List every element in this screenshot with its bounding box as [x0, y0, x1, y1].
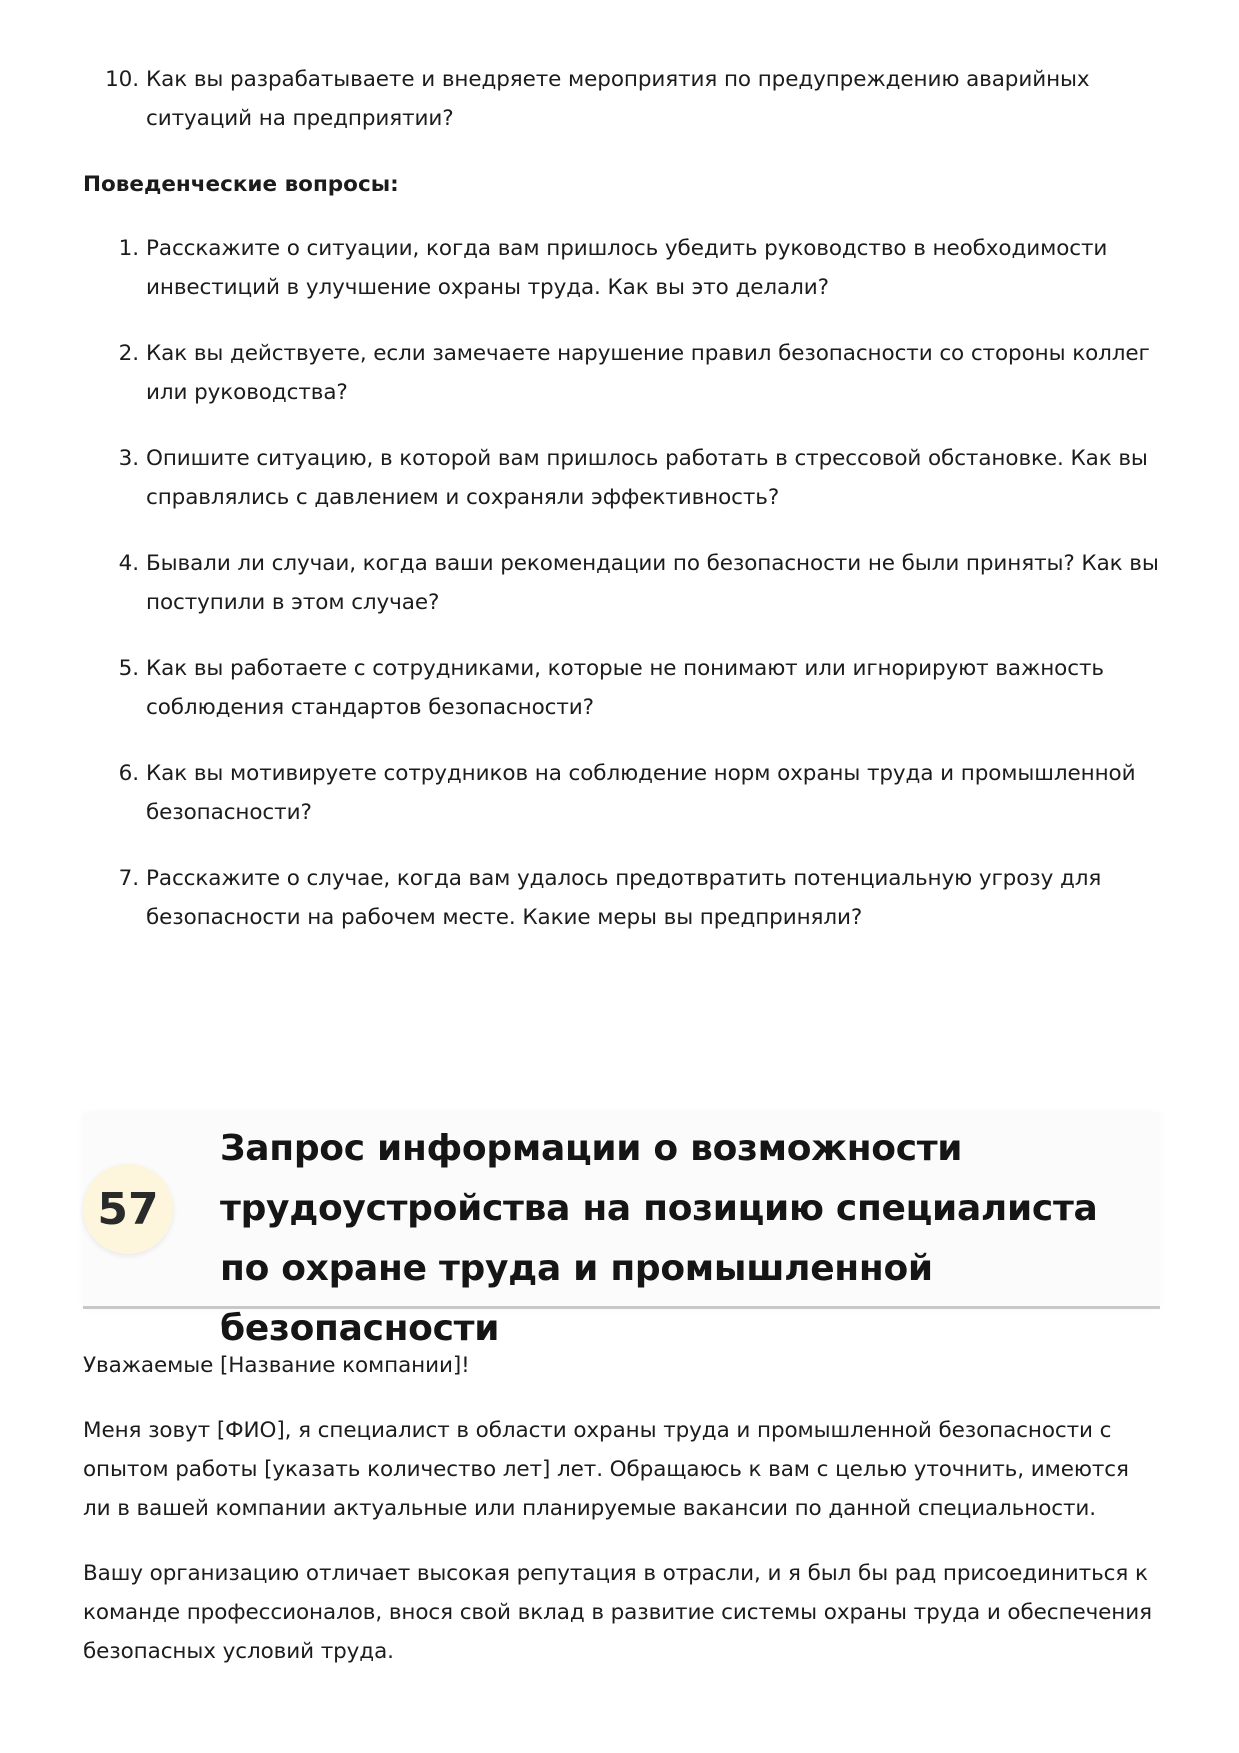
letter-greeting: Уважаемые [Название компании]!: [83, 1353, 470, 1378]
question-list-top: [83, 60, 1163, 138]
list-item-text: Как вы работаете с сотрудниками, которые не понимают или игнорируют важность соблюдения стандартов безопасности?: [146, 656, 1104, 720]
list-item: [83, 859, 1163, 937]
list-item-number: 2.: [118, 341, 139, 366]
list-item-number: 10.: [105, 67, 139, 92]
list-item: [83, 229, 1163, 307]
list-item-number: 4.: [118, 551, 139, 576]
list-item-number: 1.: [118, 236, 139, 261]
list-item-number: 3.: [118, 446, 139, 471]
list-item-text: Как вы разрабатываете и внедряете мероприятия по предупреждению аварийных ситуаций на предприятии?: [146, 67, 1090, 131]
list-item: [83, 334, 1163, 412]
letter-paragraph-2: Вашу организацию отличает высокая репутация в отрасли, и я был бы рад присоединиться к команде профессионалов, внося свой вклад в развитие системы охраны труда и обеспечения безопасных условий труда.: [83, 1561, 1152, 1664]
list-item: [83, 754, 1163, 832]
list-item: [83, 544, 1163, 622]
section-number-badge: 57: [83, 1164, 173, 1254]
list-item-number: 6.: [118, 761, 139, 786]
section-title: Запрос информации о возможности трудоустройства на позицию специалиста по охране труда и промышленной безопасности: [220, 1128, 1098, 1349]
list-item-text: Расскажите о ситуации, когда вам пришлось убедить руководство в необходимости инвестиций в улучшение охраны труда. Как вы это делали?: [146, 236, 1108, 300]
list-item-number: 5.: [118, 656, 139, 681]
list-item-text: Опишите ситуацию, в которой вам пришлось работать в стрессовой обстановке. Как вы справлялись с давлением и сохраняли эффективность?: [146, 446, 1148, 510]
list-item: [83, 649, 1163, 727]
list-item-text: Как вы мотивируете сотрудников на соблюдение норм охраны труда и промышленной безопасности?: [146, 761, 1136, 825]
list-item-text: Как вы действуете, если замечаете нарушение правил безопасности со стороны коллег или руководства?: [146, 341, 1150, 405]
behavioral-question-list: [83, 229, 1163, 964]
list-item-number: 7.: [118, 866, 139, 891]
list-item-text: Расскажите о случае, когда вам удалось предотвратить потенциальную угрозу для безопасности на рабочем месте. Какие меры вы предприняли?: [146, 866, 1102, 930]
section-header: [83, 1113, 1160, 1349]
list-item: [83, 439, 1163, 517]
letter-paragraph-1: Меня зовут [ФИО], я специалист в области охраны труда и промышленной безопасности с опытом работы [указать количество лет] лет. Обращаюсь к вам с целью уточнить, имеются ли в вашей компании актуальные или планируемые вакансии по данной специальности.: [83, 1418, 1129, 1521]
behavioral-questions-heading: Поведенческие вопросы:: [83, 172, 399, 197]
list-item-text: Бывали ли случаи, когда ваши рекомендации по безопасности не были приняты? Как вы поступили в этом случае?: [146, 551, 1159, 615]
list-item: [83, 60, 1163, 138]
